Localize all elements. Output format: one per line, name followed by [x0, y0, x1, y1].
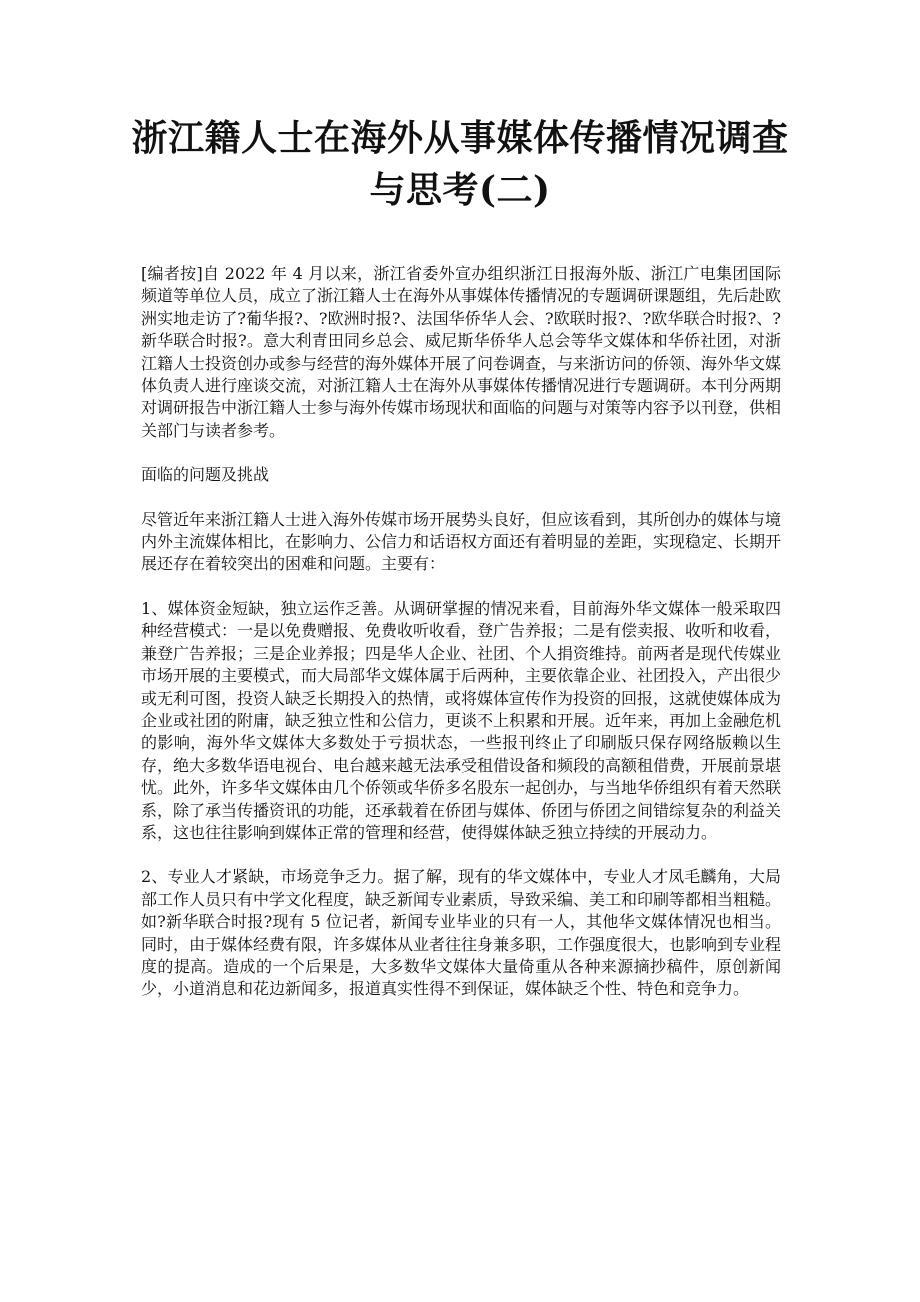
editor-note-paragraph: [编者按]自 2022 年 4 月以来，浙江省委外宣办组织浙江日报海外版、浙江广电集团国际频道等单位人员，成立了浙江籍人士在海外从事媒体传播情况的专题调研课题组，先后赴欧洲实地走访了?葡华报?、?欧洲时报?、法国华侨华人会、?欧联时报?、?欧华联合时报?、?新华联合时报?。意大利青田同乡总会、威尼斯华侨华人总会等华文媒体和华侨社团，对浙江籍人士投资创办或参与经营的海外媒体开展了问卷调查，与来浙访问的侨领、海外华文媒体负责人进行座谈交流，对浙江籍人士在海外从事媒体传播情况进行专题调研。本刊分两期对调研报告中浙江籍人士参与海外传媒市场现状和面临的问题与对策等内容予以刊登，供相关部门与读者参考。 [141, 264, 782, 440]
point-2-paragraph: 2、专业人才紧缺，市场竞争乏力。据了解，现有的华文媒体中，专业人才凤毛麟角，大局部工作人员只有中学文化程度，缺乏新闻专业素质，导致采编、美工和印刷等都相当粗糙。如?新华联合时报?现有 5 位记者，新闻专业毕业的只有一人，其他华文媒体情况也相当。同时，由于媒体经费有限，许多媒体从业者往往身兼多职，工作强度很大，也影响到专业程度的提高。造成的一个后果是，大多数华文媒体大量倚重从各种来源摘抄稿件，原创新闻少，小道消息和花边新闻多，报道真实性得不到保证，媒体缺乏个性、特色和竞争力。 [141, 867, 782, 999]
intro-paragraph: 尽管近年来浙江籍人士进入海外传媒市场开展势头良好，但应该看到，其所创办的媒体与境内外主流媒体相比，在影响力、公信力和话语权方面还有着明显的差距，实现稳定、长期开展还存在着较突出的困难和问题。主要有： [141, 509, 782, 574]
section-heading: 面临的问题及挑战 [141, 465, 270, 485]
point-1-paragraph: 1、媒体资金短缺，独立运作乏善。从调研掌握的情况来看，目前海外华文媒体一般采取四种经营模式：一是以免费赠报、免费收听收看，登广告养报；二是有偿卖报、收听和收看，兼登广告养报；三是企业养报；四是华人企业、社团、个人捐资维持。前两者是现代传媒业市场开展的主要模式，而大局部华文媒体属于后两种，主要依靠企业、社团投入，产出很少或无利可图，投资人缺乏长期投入的热情，或将媒体宣传作为投资的回报，这就使媒体成为企业或社团的附庸，缺乏独立性和公信力，更谈不上积累和开展。近年来，再加上金融危机的影响，海外华文媒体大多数处于亏损状态，一些报刊终止了印刷版只保存网络版赖以生存，绝大多数华语电视台、电台越来越无法承受租借设备和频段的高额租借费，开展前景堪忧。此外，许多华文媒体由几个侨领或华侨多名股东一起创办，与当地华侨组织有着天然联系，除了承当传播资讯的功能，还承载着在侨团与媒体、侨团与侨团之间错综复杂的利益关系，这也往往影响到媒体正常的管理和经营，使得媒体缺乏独立持续的开展动力。 [141, 598, 782, 842]
document-body [141, 263, 781, 1023]
document-title: 浙江籍人士在海外从事媒体传播情况调查与思考(二) [131, 117, 789, 211]
